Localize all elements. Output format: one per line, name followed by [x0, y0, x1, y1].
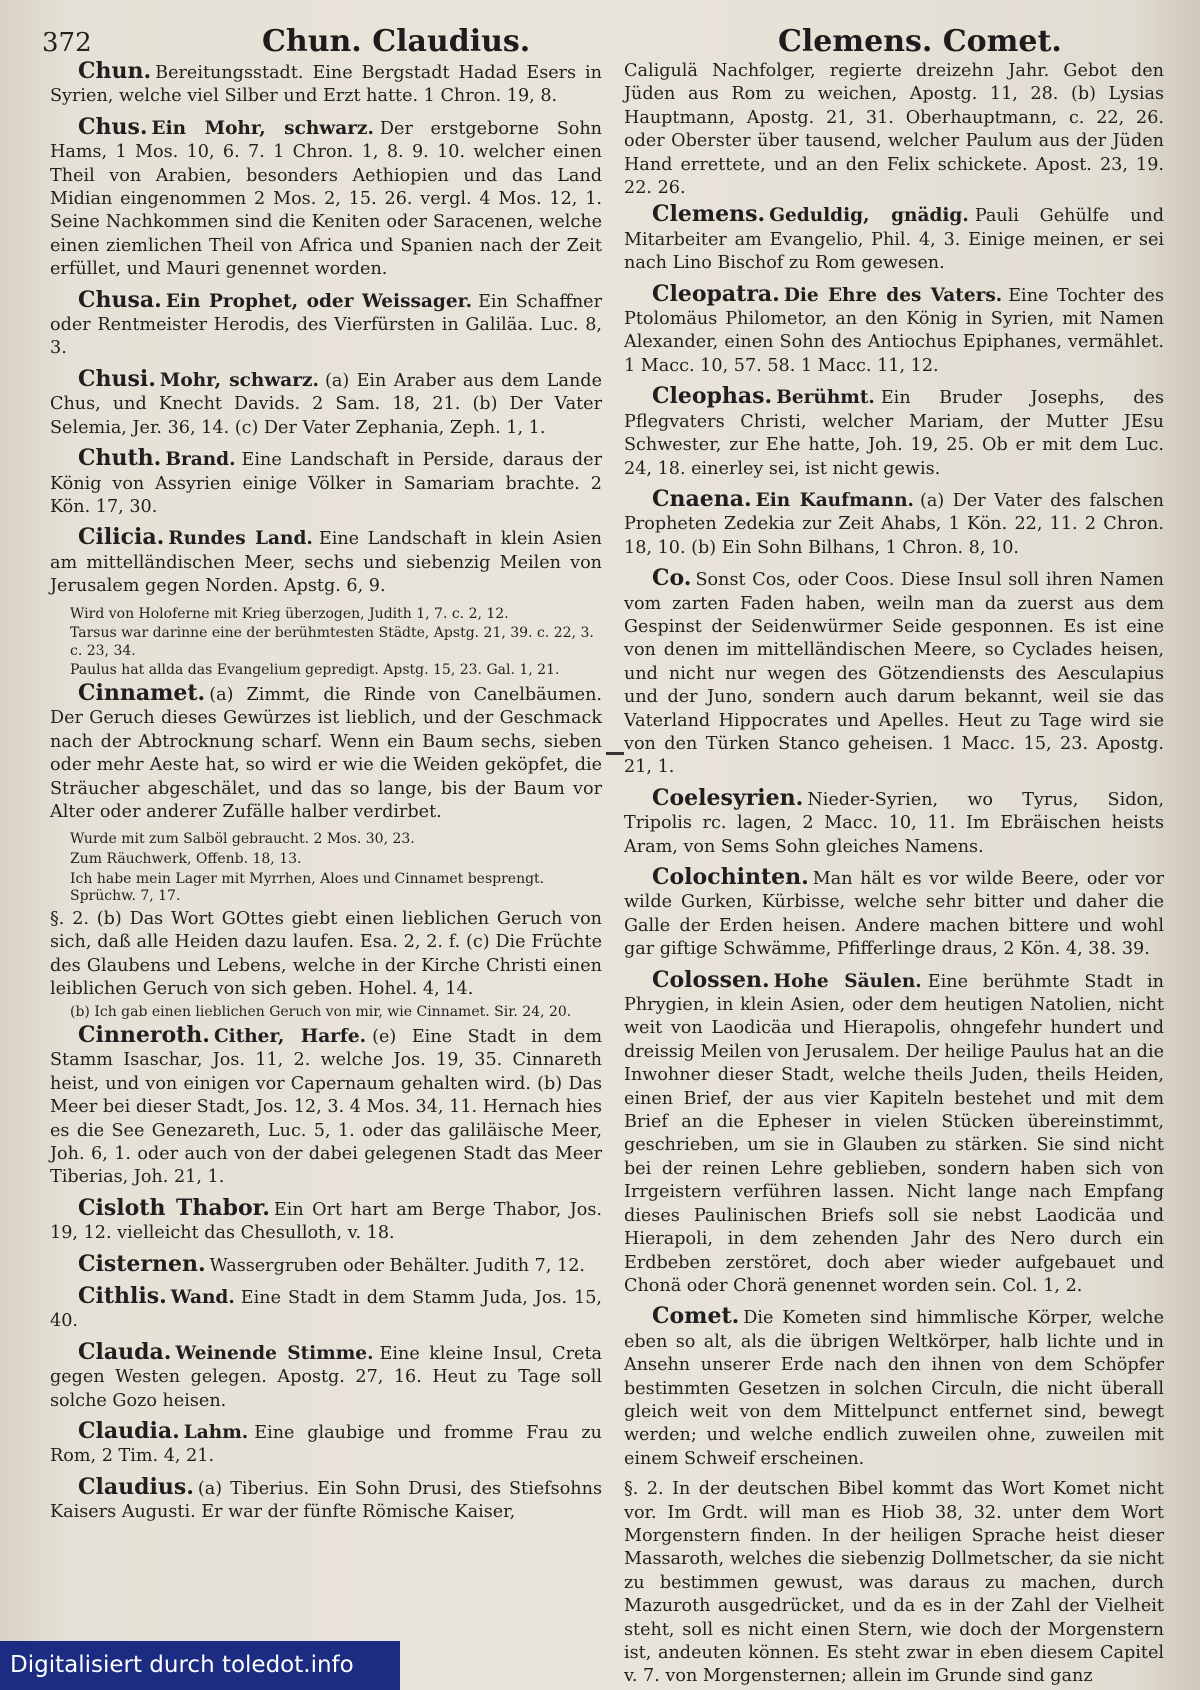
entry-headword: Cithlis. [78, 1283, 167, 1309]
dictionary-entry [624, 567, 1164, 780]
entry-meaning: Rundes Land. [168, 528, 313, 550]
entry-text: Eine kleine Insul, Creta gegen Westen gelegen. Apostg. 27, 16. Heut zu Tage soll solche Gozo heisen. [50, 1343, 602, 1411]
entry-text: Eine Landschaft in klein Asien am mittelländischen Meer, sechs und siebenzig Meilen von Jerusalem gegen Norden. Apstg. 6, 9. [50, 529, 602, 597]
entry-text: (a) Tiberius. Ein Sohn Drusi, des Stiefsohns Kaisers Augusti. Er war der fünfte Römische Kaiser, [50, 1478, 602, 1523]
entry-text: (a) Ein Araber aus dem Lande Chus, und Knecht Davids. 2 Sam. 18, 21. (b) Der Vater Selemia, Jer. 36, 14. (c) Der Vater Zephania, Zeph. 1, 1. [50, 370, 602, 438]
entry-meaning: Ein Kaufmann. [755, 489, 914, 511]
entry-meaning: Brand. [165, 449, 236, 471]
entry-headword: Cinnamet. [78, 679, 206, 706]
entry-text: Man hält es vor wilde Beere, oder vor wilde Gurken, Kürbisse, welche sehr bitter und daher die Galle der Erden heisen. Andere machen bittere und wohl gar giftige Schwämme, Pfifferlinge draus, 2 Kön. 4, 38. 39. [624, 869, 1164, 960]
entry-paragraph: §. 2. (b) Das Wort GOttes giebt einen lieblichen Geruch von sich, daß alle Heiden dazu laufen. Esa. 2, 2. f. (c) Die Früchte des Glaubens und Lebens, welche in der Kirche Christi einen leiblichen Geruch von sich geben. Hohel. 4, 14. [50, 908, 602, 999]
left-column [50, 60, 602, 1640]
entry-meaning: Hohe Säulen. [773, 970, 922, 992]
dictionary-entry [624, 385, 1164, 481]
continuation-text: Caligulä Nachfolger, regierte dreizehn Jahr. Gebot den Jüden aus Rom zu weichen, Apostg. 11, 28. (b) Lysias Hauptmann, Apostg. 21, 31. Oberhauptmann, c. 22, 26. oder Oberster über tausend, welcher Paulum aus der Jüden Hand errettete, und an den Felix schickete. Apost. 23, 19. 22. 26. [624, 61, 1164, 199]
entry-headword: Chuth. [78, 445, 162, 472]
entry-text: Eine Landschaft in Perside, daraus der König von Assyrien einige Völker in Samariam brachte. 2 Kön. 17, 30. [50, 450, 602, 517]
entry-text: Die Kometen sind himmlische Körper, welche eben so alt, als die übrigen Weltkörper, halb lichte und in Ansehn unserer Erde nach den ihnen von dem Schöpfer bestimmten Gesetzen in solchen Circuln, die nicht überall gleich weit von dem Mittelpunct entfernet sind, bewegt werden; und welche endlich zuweilen ohne, zuweilen mit einem Schweif erscheinen. [624, 1308, 1164, 1469]
entry-text: Ein Ort hart am Berge Thabor, Jos. 19, 12. vielleicht das Chesulloth, v. 18. [50, 1199, 603, 1244]
entry-meaning: Ein Mohr, schwarz. [151, 117, 374, 139]
dictionary-entry [624, 866, 1164, 962]
dictionary-entry [50, 1250, 602, 1278]
page-header [0, 22, 1200, 62]
entry-text: Wassergruben oder Behälter. Judith 7, 12. [209, 1255, 586, 1276]
entry-text: Nieder-Syrien, wo Tyrus, Sidon, Tripolis rc. lagen, 2 Macc. 10, 11. Im Ebräischen heists Aram, von Sems Sohn gleiches Namens. [624, 789, 1164, 857]
dictionary-entry [50, 1420, 602, 1469]
entry-headword: Chusa. [78, 286, 162, 313]
entry-headword: Chun. [78, 58, 152, 84]
right-column [624, 60, 1165, 1687]
dictionary-entry [50, 526, 602, 598]
entry-headword: Cilicia. [78, 524, 165, 551]
dictionary-entry [50, 1194, 603, 1246]
dictionary-entry [50, 679, 602, 824]
entry-note: Wird von Holoferne mit Krieg überzogen, Judith 1, 7. c. 2, 12. [70, 605, 509, 622]
entry-headword: Comet. [652, 1303, 740, 1330]
entry-headword: Claudius. [78, 1473, 194, 1500]
entry-headword: Claudia. [78, 1418, 180, 1445]
entry-headword: Chusi. [78, 365, 156, 392]
dictionary-entry [50, 1338, 602, 1413]
entry-paragraph: §. 2. In der deutschen Bibel kommt das Wort Komet nicht vor. Im Grdt. will man es Hiob 38, 32. unter dem Wort Morgenstern finden. In der heiligen Sprache heist dieser Massaroth, welches die siebenzig Dollmetscher, da sie nicht zu bestimmen gewust, was daraus zu machen, durch Mazuroth ausgedrücket, und da es in der Zahl der Vielheit steht, soll es nicht einen Stern, wie doch der Morgenstern ist, andeuten können. Es steht zwar in eben diesem Capitel v. 7. von Morgensternen; allein im Grunde sind ganz [624, 1479, 1164, 1687]
entry-text: Eine berühmte Stadt in Phrygien, in klein Asien, oder dem heutigen Natolien, nicht weit von Laodicäa und Hierapolis, ohngefehr hundert und dreissig Meilen von Jerusalem. Der heilige Paulus hat an die Inwohner dieser Stadt, welche theils Juden, theils Heiden, einen Brief, der aus vier Kapiteln bestehet und mit dem Brief an die Epheser in vielen Stücken übereinstimmt, geschrieben, um sie in Glauben zu stärken. Sie sind nicht bei der reinen Lehre geblieben, sondern haben sich von Irrgeistern verführen lassen. Nicht lange nach Empfang dieses Paulinischen Briefs soll sie nebst Laodicäa und Hierapoli, in dem zehenden Jahr des Nero durch ein Erdbeben zerstöret, doch aber wieder aufgebauet und Chonä oder Chorä genennet worden sein. Col. 1, 2. [624, 971, 1165, 1296]
dictionary-entry [50, 1021, 603, 1190]
entry-meaning: Lahm. [183, 1422, 249, 1444]
dictionary-entry [50, 286, 602, 361]
entry-text: (a) Zimmt, die Rinde von Canelbäumen. Der Geruch dieses Gewürzes ist lieblich, und der Geschmack nach der Abtrocknung scharf. Wenn ein Baum sechs, sieben oder mehr Aeste hat, so wird er wie die Weiden geköpfet, die Sträucher abgeschälet, und das so lange, bis der Baum vor Alter oder anderer Zufälle halber verdirbet. [50, 684, 602, 822]
entry-headword: Coelesyrien. [652, 784, 804, 811]
entry-meaning: Geduldig, gnädig. [769, 205, 969, 227]
entry-meaning: Die Ehre des Vaters. [783, 284, 1003, 306]
entry-headword: Cnaena. [652, 485, 752, 512]
entry-headword: Cleophas. [652, 383, 773, 410]
entry-note: Paulus hat allda das Evangelium gepredigt. Apstg. 15, 23. Gal. 1, 21. [70, 662, 560, 679]
entry-text: Pauli Gehülfe und Mitarbeiter am Evangelio, Phil. 4, 3. Einige meinen, er sei nach Lino Bischof zu Rom gewesen. [624, 206, 1164, 274]
page-number: 372 [42, 28, 92, 58]
entry-text: Ein Schaffner oder Rentmeister Herodis, des Vierfürsten in Galiläa. Luc. 8, 3. [50, 291, 602, 359]
entry-headword: Clauda. [78, 1338, 172, 1365]
entry-text: (e) Eine Stadt in dem Stamm Isaschar, Jos. 11, 2. welche Jos. 19, 35. Cinnareth heist, und von einigen vor Capernaum gehalten wird. (b) Das Meer bei dieser Stadt, Jos. 12, 3. 4 Mos. 34, 11. Hernach hies es die See Genezareth, Luc. 5, 1. oder das galiläische Meer, Joh. 6, 1. oder auch von der dabei gelegenen Stadt das Meer Tiberias, Joh. 21, 1. [50, 1026, 603, 1188]
entry-meaning: Weinende Stimme. [175, 1342, 374, 1364]
dictionary-entry [624, 1305, 1164, 1471]
dictionary-entry [50, 1285, 602, 1334]
entry-headword: Clemens. [652, 201, 766, 228]
entry-headword: Colochinten. [652, 864, 809, 890]
right-column-entries [624, 203, 1164, 1688]
dictionary-entry [50, 365, 602, 440]
margin-mark [606, 752, 624, 755]
entry-headword: Chus. [78, 113, 148, 140]
entry-meaning: Wand. [170, 1287, 235, 1308]
entry-meaning: Cither, Harfe. [213, 1025, 367, 1047]
entry-text: (a) Der Vater des falschen Propheten Zedekia zur Zeit Ahabs, 1 Kön. 22, 11. 2 Chron. 18, 10. (b) Ein Sohn Bilhans, 1 Chron. 8, 10. [624, 490, 1164, 558]
dictionary-entry [50, 447, 602, 519]
entry-text: Eine Stadt in dem Stamm Juda, Jos. 15, 40. [50, 1288, 602, 1332]
watermark-banner: Digitalisiert durch toledot.info [0, 1641, 400, 1690]
dictionary-entry [624, 784, 1164, 859]
right-running-head: Clemens. Comet. [778, 24, 1062, 59]
dictionary-entry [624, 966, 1165, 1299]
dictionary-entry [624, 280, 1164, 379]
entry-text: Ein Bruder Josephs, des Pflegvaters Christi, welcher Mariam, der Mutter JEsu Schwester, zur Ehe hatte, Joh. 19, 25. Ob er mit dem Luc. 24, 18. einerley sei, ist nicht gewis. [624, 388, 1164, 479]
entry-note: Zum Räuchwerk, Offenb. 18, 13. [70, 850, 302, 867]
entry-note: Wurde mit zum Salböl gebraucht. 2 Mos. 30, 23. [70, 831, 415, 848]
entry-meaning: Mohr, schwarz. [159, 369, 319, 391]
entry-note: Tarsus war darinne eine der berühmtesten Städte, Apstg. 21, 39. c. 22, 3. c. 23, 34. [70, 625, 594, 659]
entry-headword: Cinneroth. [78, 1021, 210, 1048]
entry-note: (b) Ich gab einen lieblichen Geruch von mir, wie Cinnamet. Sir. 24, 20. [70, 1004, 572, 1021]
entry-headword: Cisternen. [78, 1250, 206, 1277]
entry-headword: Colossen. [652, 966, 770, 993]
dictionary-entry [624, 485, 1164, 560]
entry-text: Sonst Cos, oder Coos. Diese Insul soll ihren Namen vom zarten Faden haben, weiln man da zuerst aus dem Gespinst der Seidenwürmer Seide gesponnen. Es ist eine von denen im mittelländischen Meere, so Cyclades heisen, und nicht nur wegen des Götzendiensts des Aesculapius und der Juno, sondern auch darum bekannt, weil sie das Vaterland Hippocrates und Apelles. Heut zu Tage wird sie von den Türken Stanco geheisen. 1 Macc. 15, 23. Apostg. 21, 1. [624, 570, 1164, 778]
left-running-head: Chun. Claudius. [262, 24, 531, 59]
entry-text: Eine glaubige und fromme Frau zu Rom, 2 Tim. 4, 21. [50, 1423, 602, 1467]
dictionary-entry [50, 1473, 602, 1525]
entry-meaning: Ein Prophet, oder Weissager. [165, 290, 473, 312]
entry-meaning: Berühmt. [776, 387, 875, 409]
dictionary-entry [50, 60, 602, 109]
entry-headword: Cisloth Thabor. [78, 1194, 270, 1221]
dictionary-entry [624, 203, 1164, 275]
entry-note: Ich habe mein Lager mit Myrrhen, Aloes und Cinnamet besprengt. Sprüchw. 7, 17. [70, 870, 545, 905]
entry-headword: Co. [652, 565, 692, 592]
entry-headword: Cleopatra. [652, 280, 780, 307]
dictionary-entry [50, 113, 603, 282]
entry-text: Eine Tochter des Ptolomäus Philometor, an den König in Syrien, mit Namen Alexander, einen Sohn des Antiochus Epiphanes, vermählet. 1 Macc. 10, 57. 58. 1 Macc. 11, 12. [624, 285, 1164, 376]
entry-text: Bereitungsstadt. Eine Bergstadt Hadad Esers in Syrien, welche viel Silber und Erzt hatte. 1 Chron. 19, 8. [50, 63, 602, 107]
entry-text: Der erstgeborne Sohn Hams, 1 Mos. 10, 6. 7. 1 Chron. 1, 8. 9. 10. welcher einen Theil von Arabien, besonders Aethiopien und das Land Midian eingenommen 2 Mos. 2, 15. 26. vergl. 4 Mos. 12, 1. Seine Nachkommen sind die Keniten oder Saracenen, welche einen ziemlichen Theil von Africa und Spanien nach der Zeit erfüllet, und Mauri genennet worden. [50, 118, 603, 280]
